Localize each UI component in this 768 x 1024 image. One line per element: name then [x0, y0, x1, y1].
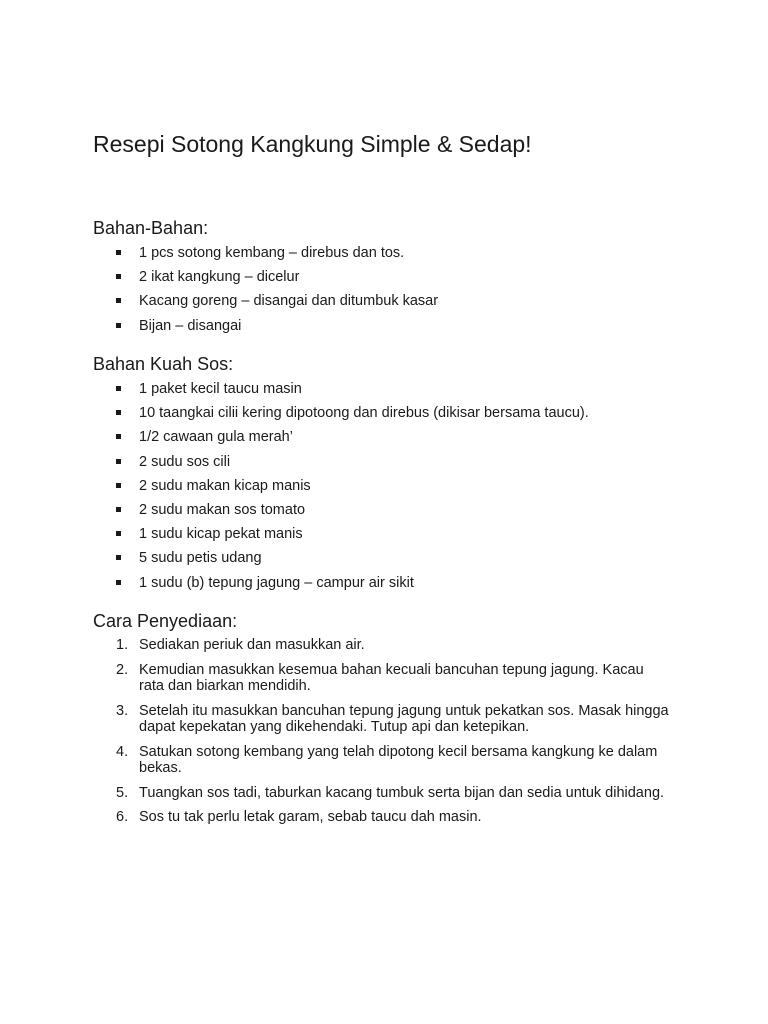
- step-number: 1.: [116, 637, 129, 653]
- step-text: Sediakan periuk dan masukkan air.: [139, 637, 365, 653]
- step-text: Satukan sotong kembang yang telah dipotong kecil bersama kangkung ke dalam bekas.: [139, 743, 658, 776]
- list-item-text: 1 pcs sotong kembang – direbus dan tos.: [139, 245, 405, 261]
- list-item-text: 1/2 cawaan gula merah’: [139, 429, 293, 446]
- list-item: [0, 404, 589, 422]
- list-item: [0, 268, 438, 286]
- list-item: [0, 244, 438, 262]
- bullet-square-icon: [116, 459, 121, 464]
- step-number: 3.: [116, 702, 129, 719]
- bullet-square-icon: [116, 386, 121, 391]
- bullet-square-icon: [116, 483, 121, 488]
- step-item: [0, 662, 669, 695]
- list-item: [0, 428, 589, 446]
- bullet-square-icon: [116, 580, 121, 585]
- section-heading-bahan: Bahan-Bahan:: [93, 218, 209, 238]
- list-item: [0, 380, 589, 398]
- step-number: 4.: [116, 743, 129, 760]
- list-item: [0, 453, 589, 471]
- list-item-text: 10 taangkai cilii kering dipotoong dan direbus (dikisar bersama taucu).: [139, 405, 589, 422]
- step-text: Setelah itu masukkan bancuhan tepung jagung untuk pekatkan sos. Masak hingga dapat kepekatan yang dikehendaki. Tutup api dan ketepikan.: [139, 702, 669, 735]
- step-item: [0, 744, 669, 777]
- step-item: [0, 785, 669, 802]
- step-item: [0, 703, 669, 736]
- bullet-square-icon: [116, 555, 121, 560]
- bullet-square-icon: [116, 507, 121, 512]
- list-item: [0, 574, 589, 592]
- step-item: [0, 637, 669, 654]
- steps-list: [0, 637, 669, 834]
- list-item: [0, 525, 589, 543]
- list-item-text: Bijan – disangai: [139, 317, 242, 334]
- bullet-square-icon: [116, 323, 121, 328]
- step-number: 2.: [116, 661, 129, 678]
- step-text: Sos tu tak perlu letak garam, sebab taucu dah masin.: [139, 809, 482, 825]
- sauce-ingredient-list: [0, 380, 589, 598]
- list-item-text: 2 sudu sos cili: [139, 453, 231, 470]
- bullet-square-icon: [116, 250, 121, 255]
- list-item-text: 2 ikat kangkung – dicelur: [139, 269, 300, 286]
- list-item-text: Kacang goreng – disangai dan ditumbuk kasar: [139, 293, 439, 310]
- step-number: 5.: [116, 784, 129, 801]
- list-item-text: 1 paket kecil taucu masin: [139, 381, 302, 397]
- list-item: [0, 477, 589, 495]
- step-text: Tuangkan sos tadi, taburkan kacang tumbuk serta bijan dan sedia untuk dihidang.: [139, 784, 665, 801]
- list-item: [0, 317, 438, 335]
- section-heading-cara: Cara Penyediaan:: [93, 611, 238, 631]
- bullet-square-icon: [116, 298, 121, 303]
- section-heading-kuah: Bahan Kuah Sos:: [93, 354, 234, 374]
- bullet-square-icon: [116, 410, 121, 415]
- step-number: 6.: [116, 809, 129, 825]
- list-item-text: 2 sudu makan sos tomato: [139, 501, 306, 518]
- list-item-text: 2 sudu makan kicap manis: [139, 477, 311, 494]
- list-item: [0, 501, 589, 519]
- bullet-square-icon: [116, 434, 121, 439]
- bullet-square-icon: [116, 531, 121, 536]
- ingredient-list: [0, 244, 438, 341]
- bullet-square-icon: [116, 274, 121, 279]
- step-text: Kemudian masukkan kesemua bahan kecuali bancuhan tepung jagung. Kacau rata dan biarkan mendidih.: [139, 661, 644, 694]
- list-item-text: 1 sudu (b) tepung jagung – campur air sikit: [139, 574, 414, 591]
- list-item-text: 1 sudu kicap pekat manis: [139, 526, 303, 543]
- list-item-text: 5 sudu petis udang: [139, 550, 262, 567]
- page-title: Resepi Sotong Kangkung Simple & Sedap!: [93, 131, 532, 157]
- step-item: [0, 809, 669, 826]
- list-item: [0, 292, 438, 310]
- list-item: [0, 549, 589, 567]
